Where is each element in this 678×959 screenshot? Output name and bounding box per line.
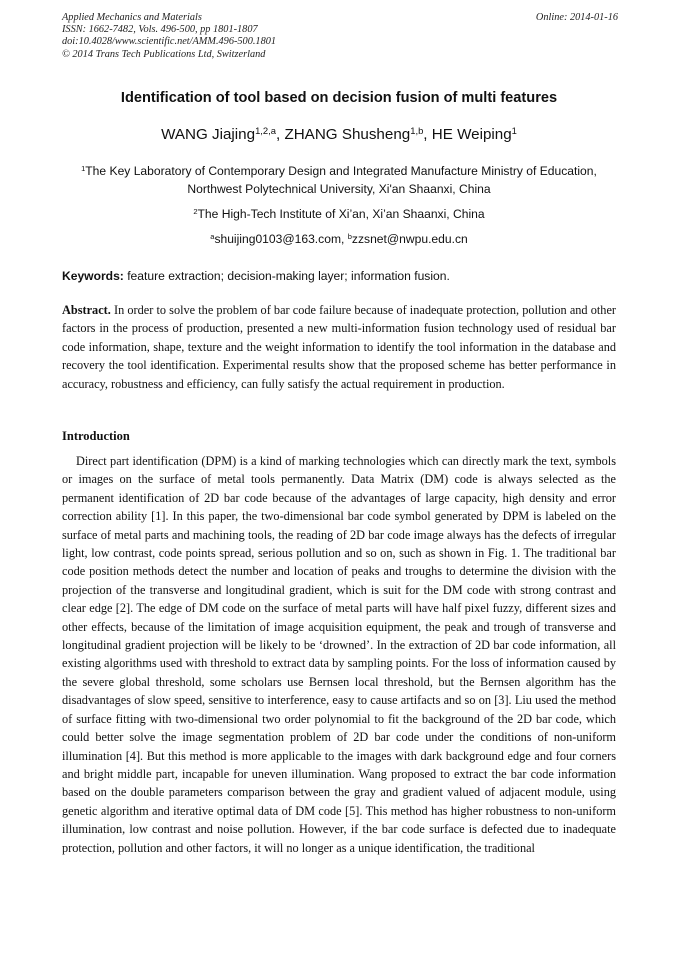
- email-b[interactable]: zzsnet@nwpu.edu.cn: [351, 232, 468, 246]
- author-list: [0, 126, 678, 143]
- abstract-label: Abstract.: [62, 303, 111, 317]
- affiliation-1-line2: Northwest Polytechnical University, Xi'an Shaanxi, China: [187, 182, 491, 196]
- affiliation-2-sup: 2: [193, 206, 198, 216]
- email-a-sup: a: [210, 231, 215, 241]
- affiliation-2-text: The High-Tech Institute of Xi’an, Xi’an Shaanxi, China: [197, 207, 485, 221]
- author-affiliation-sup: 1,2,a: [255, 124, 276, 136]
- keywords-text: feature extraction; decision-making layer; information fusion.: [123, 269, 450, 283]
- paper-title: Identification of tool based on decision fusion of multi features: [120, 90, 558, 106]
- keywords-section: [62, 269, 618, 283]
- affiliation-1: [0, 162, 678, 198]
- keywords-label: Keywords:: [62, 269, 124, 283]
- issn-line: ISSN: 1662-7482, Vols. 496-500, pp 1801-1807: [62, 24, 258, 36]
- introduction-paragraph: Direct part identification (DPM) is a kind of marking technologies which can directly mark the text, symbols or images on the surface of metal tools permanently. Data Matrix (DM) code is always selected as the permanent identification of 2D bar code because of the advantages of large capacity, high density and error correction ability [1]. In this paper, the two-dimensional bar code symbol generated by DPM is labeled on the surface of metal parts and machining tools, the reading of 2D bar code image always has the defects of irregular light, low contrast, code points spread, serious pollution and so on, such as shown in Fig. 1. The traditional bar code position methods detect the number and location of peaks and troughs to determine the division with the projection of the transverse and longitudinal gradient, which is suit for the DM code with strong contrast and clear edge [2]. The edge of DM code on the surface of metal parts will have half pixel fuzzy, different sizes and other effects, because of the limitation of image acquisition equipment, the peak and trough of transverse and longitudinal gradient projection will be likely to be ‘drowned’. In the extraction of 2D bar code information, all existing algorithms used with threshold to extract data by sampling points. For the loss of information caused by the severe global threshold, some scholars use Bernsen local threshold, but the Bernsen algorithm has the disadvantages of slow speed, sensitive to interference, easy to cause artifacts and so on [3]. Liu used the method of surface fitting with two-dimensional two order polynomial to fit the background of the 2D bar code, which could better solve the image segmentation problem of 2D bar code under the conditions of non-uniform illumination [4]. But this method is more applicable to the images with dark background edge and four corners and bright middle part, incapable for uneven illumination. Wang proposed to extract the bar code information based on the double parameters comparison between the gray and gradient valued of adjacent module, using genetic algorithm and iterative optimal data of DM code [5]. This method has higher robustness to non-uniform illumination, low contrast and noise pollution. However, if the bar code surface is defected due to inadequate protection, pollution and other factors, it will no longer as a unique identification, the traditional: [62, 454, 616, 855]
- author-separator: ,: [275, 126, 285, 143]
- copyright-line: © 2014 Trans Tech Publications Ltd, Switzerland: [62, 48, 266, 60]
- author-name: ZHANG Shusheng: [284, 126, 411, 143]
- doi-line: doi:10.4028/www.scientific.net/AMM.496-500.1801: [62, 36, 277, 48]
- author-name: WANG Jiajing: [161, 126, 256, 143]
- email-b-sup: b: [347, 231, 352, 241]
- author-name: HE Weiping: [431, 126, 512, 143]
- email-a[interactable]: shuijing0103@163.com,: [214, 232, 348, 246]
- affiliation-1-line1: The Key Laboratory of Contemporary Design and Integrated Manufacture Ministry of Education,: [85, 164, 597, 178]
- affiliation-2: [0, 205, 678, 223]
- journal-name: Applied Mechanics and Materials: [62, 12, 202, 23]
- author-affiliation-sup: 1,b: [410, 124, 424, 136]
- author-separator: ,: [423, 126, 432, 143]
- introduction-heading: Introduction: [62, 429, 130, 443]
- abstract-text: In order to solve the problem of bar code failure because of inadequate protection, pollution and other factors in the process of production, presented a new multi-information fusion technology used of residual bar code information, shape, texture and the weight information to identify the tool information in the database and recovery the tool identification. Experimental results show that the proposed scheme has better performance in accuracy, robustness and efficiency, can fully satisfy the actual requirement in production.: [62, 303, 616, 391]
- author-affiliation-sup: 1: [511, 124, 517, 136]
- journal-header: [62, 12, 618, 61]
- online-date: Online: 2014-01-16: [535, 12, 618, 23]
- email-line: [0, 230, 678, 248]
- affiliation-1-sup: 1: [81, 163, 86, 173]
- abstract-section: [62, 301, 616, 393]
